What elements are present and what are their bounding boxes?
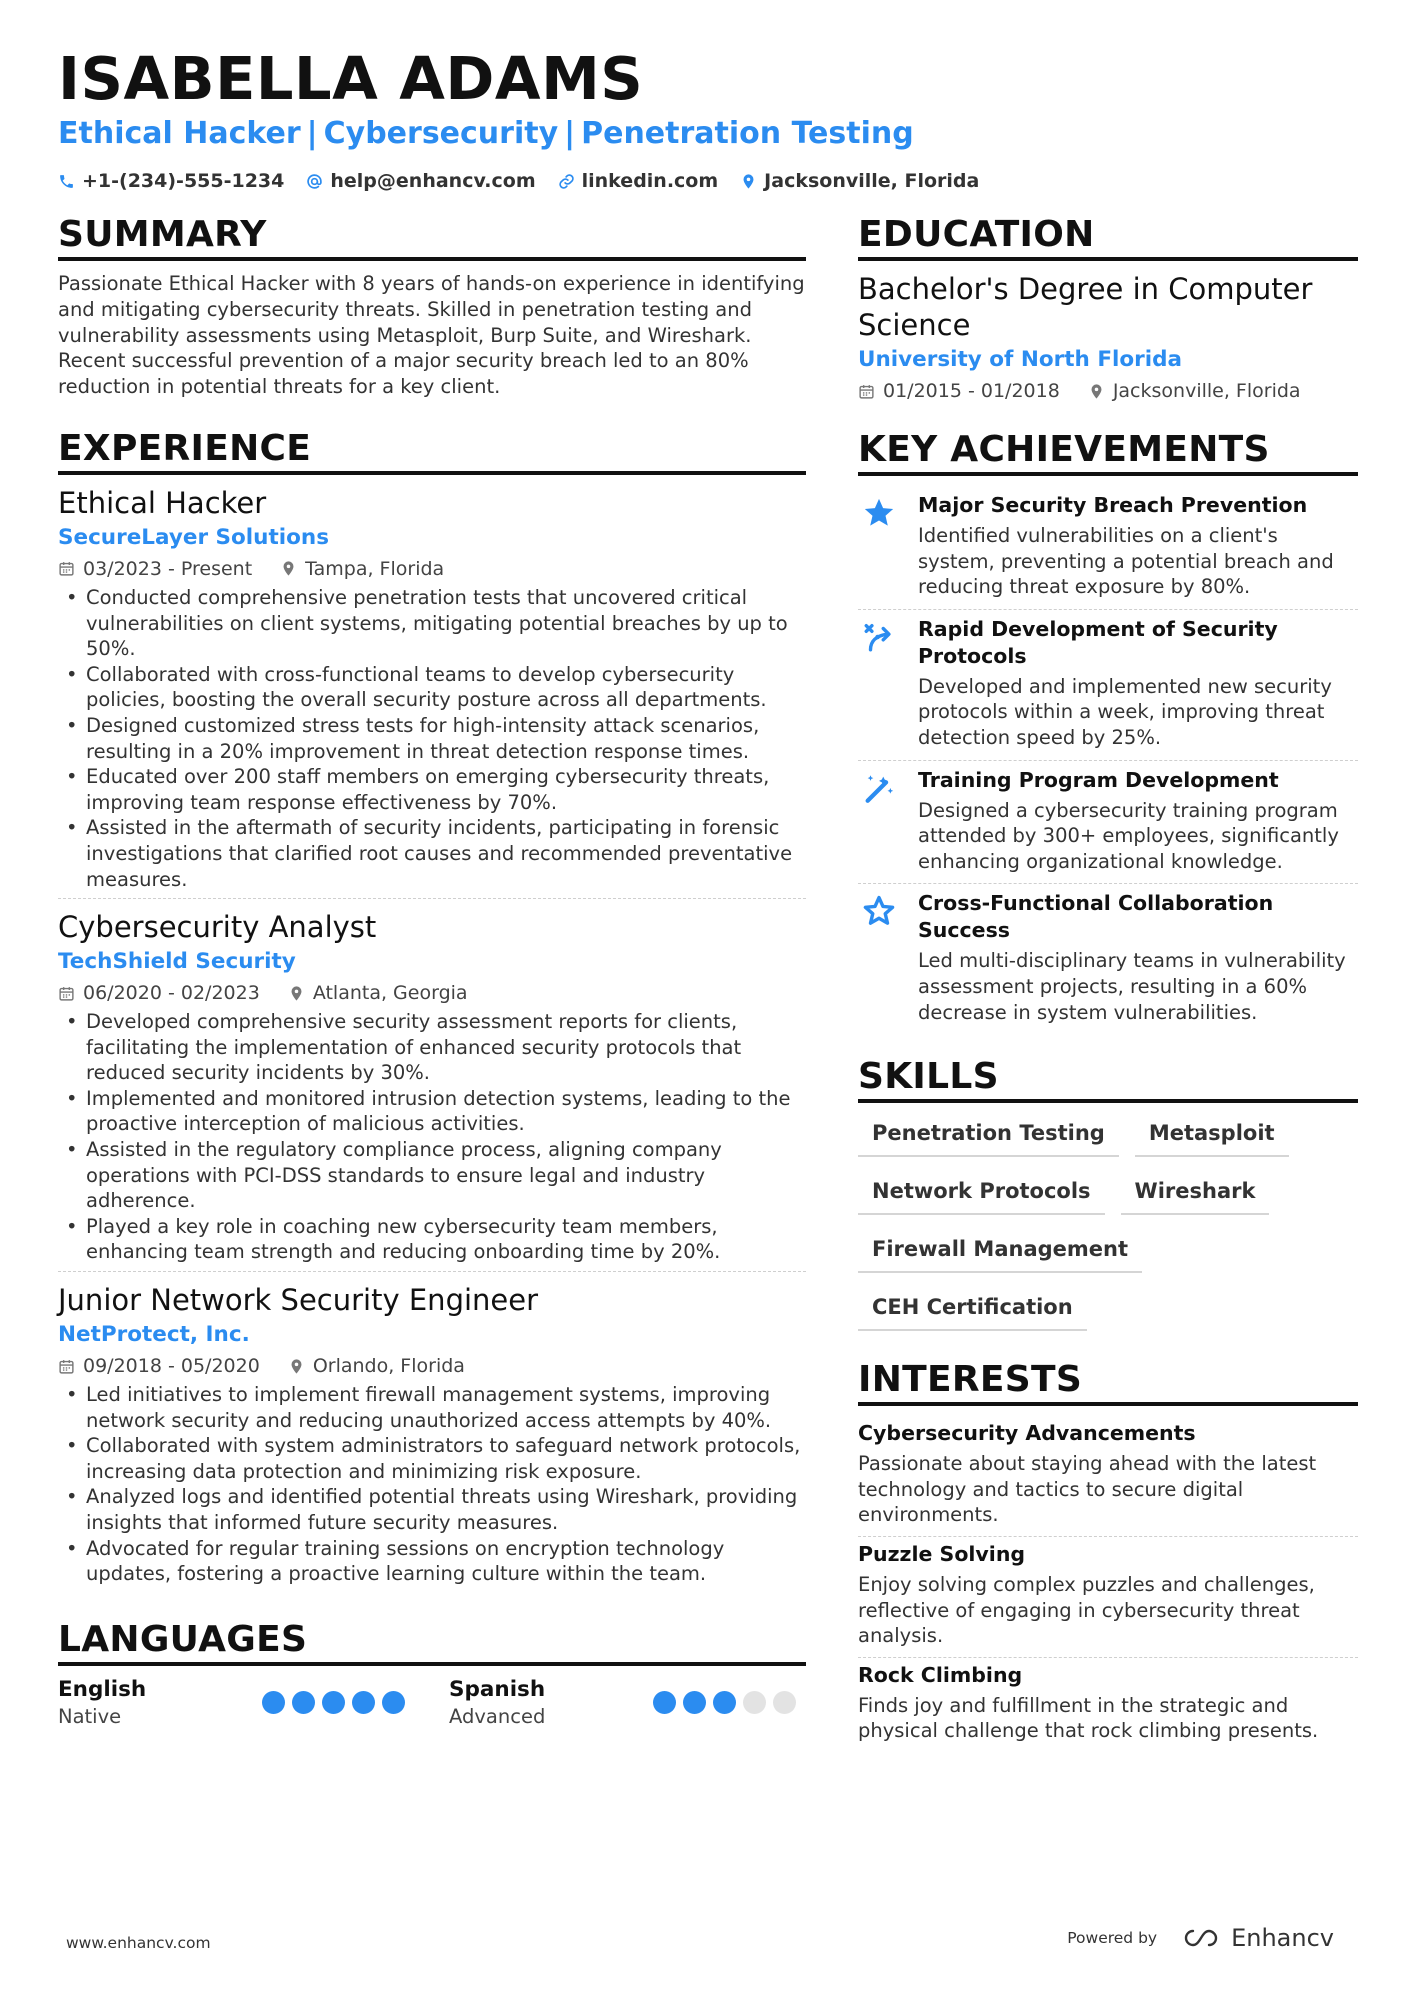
- calendar-icon: [58, 560, 75, 577]
- contact-phone[interactable]: [58, 170, 284, 192]
- calendar-icon: [58, 985, 75, 1002]
- job-bullet: • Collaborated with cross-functional teams to develop cybersecurity policies, boosting the overall security posture across all departments.: [58, 662, 806, 713]
- job-entry: [58, 485, 806, 899]
- language-name: English: [58, 1676, 147, 1702]
- job-bullet: • Implemented and monitored intrusion detection systems, leading to the proactive interception of malicious activities.: [58, 1086, 806, 1137]
- achievement-item: [858, 884, 1358, 1034]
- language-name: Spanish: [449, 1676, 546, 1702]
- company-name: SecureLayer Solutions: [58, 524, 329, 550]
- company-name: TechShield Security: [58, 949, 296, 975]
- contact-linkedin[interactable]: [558, 170, 719, 192]
- achievement-icon-wrap: [858, 890, 900, 1025]
- achievement-item: [858, 610, 1358, 761]
- interest-item: [858, 1537, 1358, 1658]
- calendar-icon: [58, 1358, 75, 1375]
- skills-list: [858, 1113, 1358, 1331]
- section-heading: INTERESTS: [858, 1359, 1358, 1406]
- job-bullet: • Designed customized stress tests for high-intensity attack scenarios, resulting in a 20% improvement in threat detection response times.: [58, 713, 806, 764]
- job-title: Cybersecurity Analyst: [58, 910, 377, 945]
- interest-desc: Passionate about staying ahead with the latest technology and tactics to secure digital environments.: [858, 1452, 1317, 1527]
- education-dates: [858, 379, 1060, 403]
- section-heading: SKILLS: [858, 1056, 1358, 1103]
- section-heading: EXPERIENCE: [58, 428, 806, 475]
- interest-item: [858, 1658, 1358, 1752]
- phone-icon: [58, 173, 75, 190]
- dates-text: 09/2018 - 05/2020: [83, 1355, 260, 1378]
- job-meta: [58, 981, 806, 1005]
- job-entry: [58, 1282, 806, 1593]
- interest-title: Rock Climbing: [858, 1662, 1023, 1687]
- location-pin-icon: [280, 560, 297, 577]
- contact-location: [740, 170, 979, 192]
- location-text: Jacksonville, Florida: [1112, 380, 1301, 402]
- achievement-desc: Led multi-disciplinary teams in vulnerability assessment projects, resulting in a 60% decrease in system vulnerabilities.: [918, 949, 1346, 1024]
- brand-name: Enhancv: [1231, 1924, 1334, 1952]
- achievement-body: [918, 492, 1358, 600]
- achievement-title: Rapid Development of Security Protocols: [918, 616, 1278, 668]
- job-entry: [58, 909, 806, 1272]
- achievement-desc: Identified vulnerabilities on a client's system, preventing a potential breach and reducing threat exposure by 80%.: [918, 524, 1334, 599]
- job-location: [288, 981, 468, 1005]
- dates-text: 01/2015 - 01/2018: [883, 380, 1060, 402]
- job-bullet: • Conducted comprehensive penetration tests that uncovered critical vulnerabilities on client systems, mitigating potential breaches by up to 50%.: [58, 585, 806, 662]
- section-heading: EDUCATION: [858, 214, 1358, 261]
- job-title: Junior Network Security Engineer: [58, 1283, 539, 1318]
- achievement-icon-wrap: [858, 492, 900, 600]
- job-bullet: • Analyzed logs and identified potential threats using Wireshark, providing insights that informed future security measures.: [58, 1484, 806, 1535]
- location-pin-icon: [288, 985, 305, 1002]
- achievement-item: [858, 761, 1358, 885]
- magic-wand-icon: [862, 771, 896, 805]
- headline-separator: |: [306, 116, 318, 151]
- rating-dot-filled: [683, 1691, 706, 1714]
- rating-dot-filled: [352, 1691, 375, 1714]
- job-dates: [58, 1354, 260, 1378]
- interest-title: Puzzle Solving: [858, 1541, 1026, 1566]
- strategy-arrow-icon: [862, 620, 896, 654]
- left-column: [58, 214, 806, 1730]
- job-bullet: • Developed comprehensive security assessment reports for clients, facilitating the implementation of enhanced security protocols that reduced security incidents by 30%.: [58, 1009, 806, 1086]
- powered-by-label: Powered by: [1067, 1929, 1158, 1947]
- location-pin-icon: [1088, 383, 1105, 400]
- headline-part: Penetration Testing: [581, 116, 914, 151]
- company-name: NetProtect, Inc.: [58, 1322, 250, 1348]
- candidate-headline: [58, 116, 914, 151]
- rating-dot-filled: [292, 1691, 315, 1714]
- achievement-desc: Designed a cybersecurity training program attended by 300+ employees, significantly enhancing organizational knowledge.: [918, 798, 1339, 873]
- rating-dot-filled: [322, 1691, 345, 1714]
- job-bullet: • Educated over 200 staff members on emerging cybersecurity threats, improving team response effectiveness by 70%.: [58, 764, 806, 815]
- interest-title: Cybersecurity Advancements: [858, 1421, 1196, 1446]
- star-icon: [862, 496, 896, 530]
- skill-tag: Wireshark: [1121, 1171, 1270, 1215]
- language-item: [58, 1676, 415, 1730]
- location-text: Orlando, Florida: [312, 1355, 465, 1378]
- interest-desc: Finds joy and fulfillment in the strategic and physical challenge that rock climbing presents.: [858, 1693, 1319, 1743]
- job-meta: [58, 557, 806, 581]
- footer-branding: [1067, 1924, 1334, 1952]
- achievement-desc: Developed and implemented new security protocols within a week, improving threat detection speed by 25%.: [918, 674, 1332, 749]
- job-bullet: • Assisted in the aftermath of security incidents, participating in forensic investigations that clarified root causes and recommended preventative measures.: [58, 815, 806, 892]
- skills-section: [858, 1056, 1358, 1331]
- languages-list: [58, 1676, 806, 1730]
- achievement-icon-wrap: [858, 616, 900, 751]
- skill-tag: Firewall Management: [858, 1229, 1142, 1273]
- achievement-title: Cross-Functional Collaboration Success: [918, 891, 1274, 943]
- achievement-item: [858, 486, 1358, 610]
- achievement-icon-wrap: [858, 767, 900, 875]
- star-outline-icon: [862, 894, 896, 928]
- rating-dot-empty: [773, 1691, 796, 1714]
- job-bullet: • Advocated for regular training sessions on encryption technology updates, fostering a proactive learning culture within the team.: [58, 1536, 806, 1587]
- language-item: [449, 1676, 806, 1730]
- job-dates: [58, 981, 260, 1005]
- interests-section: [858, 1359, 1358, 1752]
- interest-item: [858, 1416, 1358, 1537]
- contact-text: help@enhancv.com: [330, 170, 536, 192]
- achievement-body: [918, 767, 1358, 875]
- right-column: [858, 214, 1358, 1752]
- job-bullet: • Led initiatives to implement firewall management systems, improving network security and reducing unauthorized access attempts by 40%.: [58, 1382, 806, 1433]
- language-rating: [653, 1691, 796, 1714]
- enhancv-logo-icon: [1179, 1926, 1223, 1950]
- job-meta: [58, 1354, 806, 1378]
- candidate-name: ISABELLA ADAMS: [58, 44, 644, 113]
- footer-website[interactable]: www.enhancv.com: [66, 1934, 211, 1952]
- headline-separator: |: [564, 116, 576, 151]
- location-text: Atlanta, Georgia: [312, 982, 468, 1005]
- contact-text: Jacksonville, Florida: [764, 170, 980, 192]
- job-location: [288, 1354, 465, 1378]
- job-bullets: [58, 1382, 806, 1587]
- location-text: Tampa, Florida: [305, 557, 445, 580]
- achievement-body: [918, 890, 1358, 1025]
- calendar-icon: [858, 383, 875, 400]
- contact-text: +1-(234)-555-1234: [82, 170, 285, 192]
- headline-part: Cybersecurity: [323, 116, 559, 151]
- job-bullets: [58, 585, 806, 892]
- brand-logo[interactable]: [1179, 1924, 1334, 1952]
- link-icon: [558, 173, 575, 190]
- section-heading: SUMMARY: [58, 214, 806, 261]
- language-level: Native: [58, 1704, 122, 1728]
- section-heading: KEY ACHIEVEMENTS: [858, 429, 1358, 476]
- job-bullet: • Collaborated with system administrators to safeguard network protocols, increasing data protection and minimizing risk exposure.: [58, 1433, 806, 1484]
- job-dates: [58, 557, 252, 581]
- rating-dot-filled: [653, 1691, 676, 1714]
- summary-section: [58, 214, 806, 400]
- summary-text: Passionate Ethical Hacker with 8 years of hands-on experience in identifying and mitigating cybersecurity threats. Skilled in penetration testing and vulnerability assessments using Metasploit, Burp Suite, and Wireshark. Recent successful prevention of a major security breach led to an 80% reduction in potential threats for a key client.: [58, 272, 805, 399]
- achievement-title: Training Program Development: [918, 767, 1279, 792]
- contact-text: linkedin.com: [581, 170, 719, 192]
- at-icon: [306, 173, 323, 190]
- education-location: [1088, 379, 1301, 403]
- school-name: University of North Florida: [858, 347, 1183, 372]
- degree-title: Bachelor's Degree in Computer Science: [858, 272, 1313, 342]
- skill-tag: Metasploit: [1135, 1113, 1289, 1157]
- rating-dot-empty: [743, 1691, 766, 1714]
- achievements-section: [858, 429, 1358, 1034]
- languages-section: [58, 1619, 806, 1730]
- job-bullets: [58, 1009, 806, 1265]
- contact-bar: [58, 170, 979, 192]
- education-meta: [858, 379, 1358, 403]
- experience-section: [58, 428, 806, 1593]
- dates-text: 03/2023 - Present: [83, 557, 253, 580]
- language-rating: [262, 1691, 405, 1714]
- headline-part: Ethical Hacker: [58, 116, 301, 151]
- rating-dot-filled: [382, 1691, 405, 1714]
- skill-tag: Penetration Testing: [858, 1113, 1119, 1157]
- job-title: Ethical Hacker: [58, 485, 267, 520]
- education-section: [858, 214, 1358, 403]
- language-level: Advanced: [449, 1704, 546, 1728]
- skill-tag: CEH Certification: [858, 1287, 1087, 1331]
- section-heading: LANGUAGES: [58, 1619, 806, 1666]
- job-location: [280, 557, 444, 581]
- achievement-body: [918, 616, 1358, 751]
- job-bullet: • Assisted in the regulatory compliance process, aligning company operations with PCI-DSS standards to ensure legal and industry adherence.: [58, 1137, 806, 1214]
- dates-text: 06/2020 - 02/2023: [83, 982, 260, 1005]
- location-pin-icon: [740, 173, 757, 190]
- interest-desc: Enjoy solving complex puzzles and challenges, reflective of engaging in cybersecurity threat analysis.: [858, 1572, 1315, 1648]
- skill-tag: Network Protocols: [858, 1171, 1105, 1215]
- job-bullet: • Played a key role in coaching new cybersecurity team members, enhancing team strength and reducing onboarding time by 20%.: [58, 1214, 806, 1265]
- location-pin-icon: [288, 1358, 305, 1375]
- rating-dot-filled: [262, 1691, 285, 1714]
- rating-dot-filled: [713, 1691, 736, 1714]
- contact-email[interactable]: [306, 170, 535, 192]
- achievement-title: Major Security Breach Prevention: [918, 493, 1308, 517]
